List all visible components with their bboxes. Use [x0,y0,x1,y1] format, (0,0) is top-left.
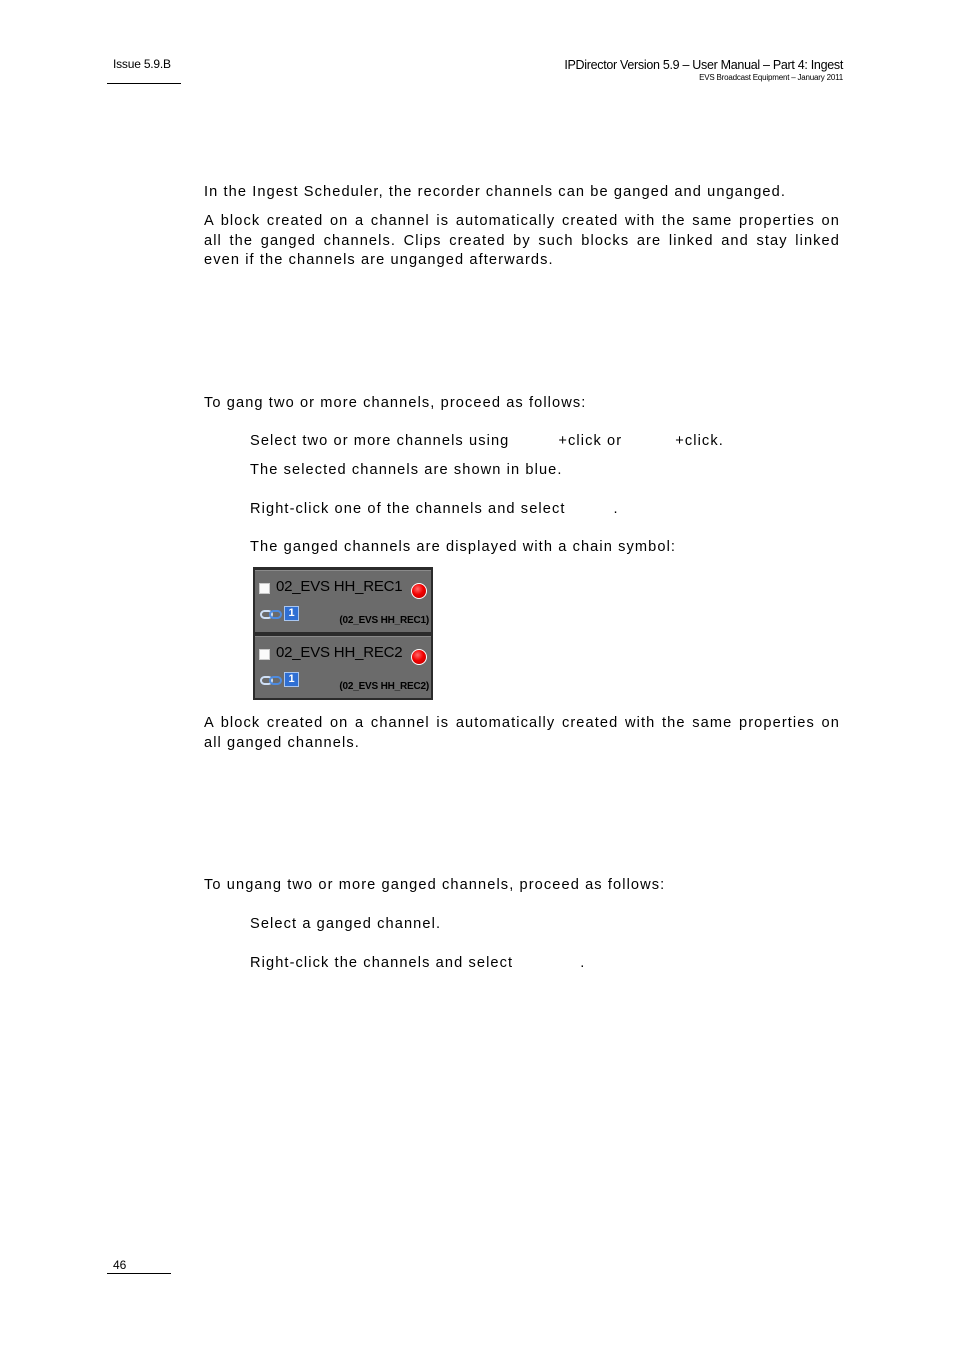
channel-subtitle: (02_EVS HH_REC1) [339,615,429,626]
channel-subtitle: (02_EVS HH_REC2) [339,681,429,692]
gang-step-2-result: The ganged channels are displayed with a chain symbol: [250,539,677,555]
record-indicator-icon [411,649,427,665]
channel-checkbox[interactable] [259,583,270,594]
gang-step-1-text-b: +click or [558,433,623,449]
gang-step-1-text-a: Select two or more channels using [250,433,510,449]
ungang-step-1: Select a ganged channel. [250,916,442,932]
ungang-intro: To ungang two or more ganged channels, proceed as follows: [204,877,666,893]
ganged-channels-panel [253,567,433,700]
chain-link-icon [260,675,282,686]
gang-step-1-text-c: +click. [675,433,724,449]
ungang-step-2 [250,954,585,973]
issue-label: Issue 5.9.B [113,57,171,71]
gang-step-2-text-a: Right-click one of the channels and select [250,501,566,517]
gang-step-2 [250,500,619,519]
ungang-step-2-text-a: Right-click the channels and select [250,955,514,971]
gang-step-1 [250,432,724,451]
channel-name: 02_EVS HH_REC1 [276,578,403,595]
gang-after-paragraph: A block created on a channel is automatically created with the same properties on all ganged channels. [204,715,840,751]
header-rule [107,83,181,84]
document-subtitle: EVS Broadcast Equipment – January 2011 [699,73,843,82]
channel-checkbox[interactable] [259,649,270,660]
chain-link-icon [260,609,282,620]
channel-name: 02_EVS HH_REC2 [276,644,403,661]
footer-rule [107,1273,171,1274]
intro-paragraph-1: In the Ingest Scheduler, the recorder channels can be ganged and unganged. [204,184,787,200]
document-title: IPDirector Version 5.9 – User Manual – Part 4: Ingest [564,58,843,72]
gang-group-badge: 1 [284,606,299,621]
gang-step-1-result: The selected channels are shown in blue. [250,462,563,478]
document-header [564,57,843,83]
gang-step-2-text-b: . [613,501,619,517]
channel-row[interactable] [255,570,431,632]
gang-intro: To gang two or more channels, proceed as follows: [204,395,587,411]
gang-group-badge: 1 [284,672,299,687]
intro-paragraph-2: A block created on a channel is automatically created with the same properties on all the ganged channels. Clips created by such blocks are linked and stay linked even if the channels are unganged afterwards. [204,213,840,268]
record-indicator-icon [411,583,427,599]
page-number: 46 [113,1258,127,1272]
ungang-step-2-text-b: . [580,955,586,971]
channel-row[interactable] [255,636,431,698]
